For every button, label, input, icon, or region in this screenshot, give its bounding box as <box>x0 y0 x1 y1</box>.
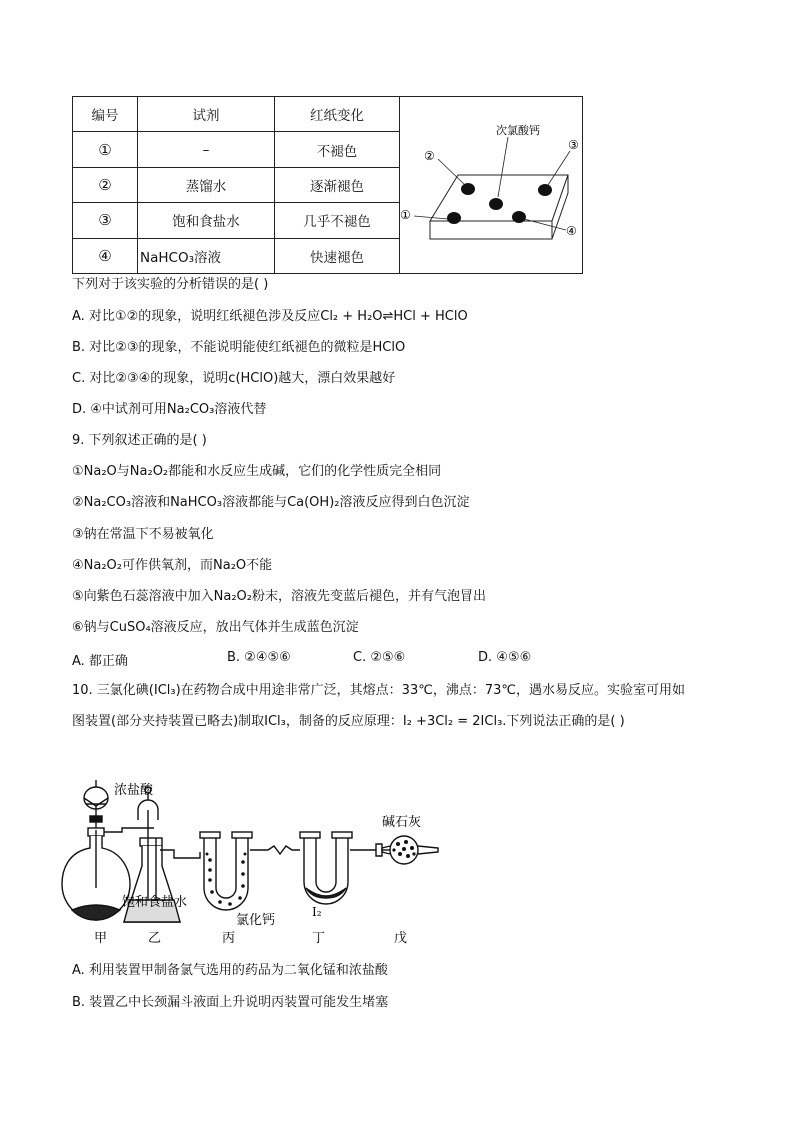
plate-front <box>430 221 552 239</box>
row-number: ③ <box>73 203 138 238</box>
q9-option-d: D. ④⑤⑥ <box>478 650 532 665</box>
q10-option-a: A. 利用装置甲制备氯气选用的药品为二氧化锰和浓盐酸 <box>72 963 388 978</box>
apparatus-diagram <box>60 770 460 950</box>
header-number: 编号 <box>73 97 138 132</box>
q9-statement: ①Na₂O与Na₂O₂都能和水反应生成碱，它们的化学性质完全相同 <box>72 464 442 479</box>
q9-option-a: A. 都正确 <box>72 654 128 669</box>
unit-yi: 乙 <box>148 931 162 946</box>
header-paper-change: 红纸变化 <box>275 97 400 132</box>
label-i2: I₂ <box>312 905 322 919</box>
experiment-table <box>72 96 583 274</box>
row-reagent: 饱和食盐水 <box>138 203 275 238</box>
spot-center <box>489 198 503 210</box>
row-paper-change: 不褪色 <box>275 132 400 167</box>
figure-caption: 次氯酸钙 <box>496 124 540 137</box>
row-number: ① <box>73 132 138 167</box>
spot-3 <box>538 184 552 196</box>
q9-option-b: B. ②④⑤⑥ <box>227 650 291 665</box>
row-reagent: NaHCO₃溶液 <box>138 238 275 273</box>
q9-statement: ②Na₂CO₃溶液和NaHCO₃溶液都能与Ca(OH)₂溶液反应得到白色沉淀 <box>72 495 470 510</box>
q9-statement: ⑥钠与CuSO₄溶液反应，放出气体并生成蓝色沉淀 <box>72 620 359 635</box>
header-reagent: 试剂 <box>138 97 275 132</box>
unit-jia: 甲 <box>94 931 108 946</box>
calcium-hypochlorite-plate-figure <box>400 97 582 269</box>
spot-2 <box>461 183 475 195</box>
row-number: ② <box>73 167 138 202</box>
q8-option-a: A. 对比①②的现象，说明红纸褪色涉及反应Cl₂ + H₂O⇌HCl + HClO <box>72 309 468 324</box>
label-brine: 饱和食盐水 <box>122 895 188 910</box>
table-header-row <box>73 97 583 132</box>
q10-option-b: B. 装置乙中长颈漏斗液面上升说明丙装置可能发生堵塞 <box>72 995 389 1010</box>
marker-4: ④ <box>566 224 577 238</box>
q9-options <box>72 650 592 668</box>
row-paper-change: 逐渐褪色 <box>275 167 400 202</box>
unit-bing: 丙 <box>222 931 236 946</box>
spot-4 <box>512 211 526 223</box>
unit-wu: 戊 <box>394 931 408 946</box>
marker-1: ① <box>400 208 411 222</box>
row-paper-change: 几乎不褪色 <box>275 203 400 238</box>
row-paper-change: 快速褪色 <box>275 238 400 273</box>
q9-statement: ⑤向紫色石蕊溶液中加入Na₂O₂粉末，溶液先变蓝后褪色，并有气泡冒出 <box>72 589 487 604</box>
q9-stem: 9. 下列叙述正确的是( ) <box>72 433 207 448</box>
marker-2: ② <box>424 149 435 163</box>
q8-stem: 下列对于该实验的分析错误的是( ) <box>72 277 269 292</box>
label-soda-lime: 碱石灰 <box>382 815 422 830</box>
q9-statement: ③钠在常温下不易被氧化 <box>72 527 214 542</box>
q9-option-c: C. ②⑤⑥ <box>353 650 406 665</box>
spot-1 <box>447 212 461 224</box>
q10-stem-line1: 10. 三氯化碘(ICl₃)在药物合成中用途非常广泛，其熔点：33℃，沸点：73℃，遇水易反应。实验室可用如 <box>72 683 685 698</box>
q10-stem-line2: 图装置(部分夹持装置已略去)制取ICl₃，制备的反应原理：I₂ +3Cl₂ = 2ICl₃.下列说法正确的是( ) <box>72 714 625 729</box>
q8-option-b: B. 对比②③的现象，不能说明能使红纸褪色的微粒是HClO <box>72 340 406 355</box>
row-reagent: – <box>138 132 275 167</box>
q8-option-c: C. 对比②③④的现象，说明c(HClO)越大，漂白效果越好 <box>72 371 396 386</box>
row-reagent: 蒸馏水 <box>138 167 275 202</box>
label-hcl: 浓盐酸 <box>114 783 154 798</box>
figure-cell <box>400 97 583 274</box>
marker-3: ③ <box>568 138 579 152</box>
unit-ding: 丁 <box>312 931 326 946</box>
q8-option-d: D. ④中试剂可用Na₂CO₃溶液代替 <box>72 402 267 417</box>
q9-statement: ④Na₂O₂可作供氧剂，而Na₂O不能 <box>72 558 273 573</box>
stopcock <box>90 816 102 822</box>
row-number: ④ <box>73 238 138 273</box>
label-cacl2: 氯化钙 <box>236 913 276 928</box>
